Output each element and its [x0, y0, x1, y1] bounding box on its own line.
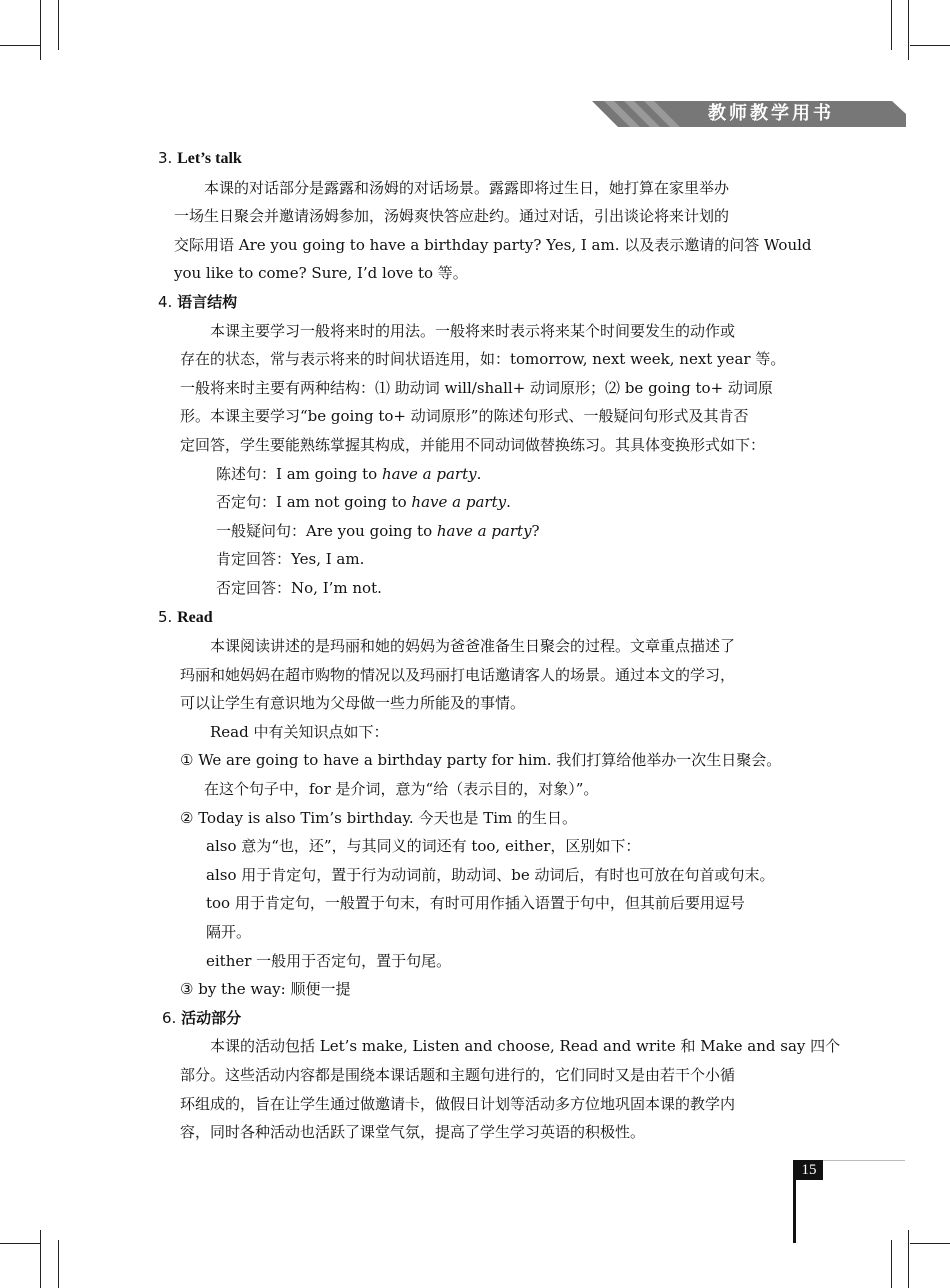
crop-mark-tr-v2: [908, 0, 909, 60]
crop-mark-br-v: [891, 1240, 892, 1288]
crop-mark-tr-v: [891, 0, 892, 50]
example-text: I am going to: [276, 464, 382, 483]
section-title: 语言结构: [177, 292, 238, 311]
crop-mark-tl-v: [58, 0, 59, 50]
crop-mark-br-v2: [908, 1230, 909, 1288]
section-number: 3.: [158, 149, 173, 167]
section-heading-5: [158, 603, 808, 633]
section-6-paragraph: [158, 1032, 841, 1146]
crop-mark-tl-h: [0, 45, 40, 46]
text-line: 容，同时各种活动也活跃了课堂气氛，提高了学生学习英语的积极性。: [180, 1123, 646, 1142]
section-heading-4: [158, 288, 808, 317]
text-line: 存在的状态，常与表示将来的时间状语连用，如：tomorrow, next week, next year 等。: [180, 350, 786, 369]
crop-mark-bl-v: [58, 1240, 59, 1288]
header-title: 教师教学用书: [708, 103, 834, 124]
example-label: 一般疑问句：: [216, 521, 307, 540]
text-line: 本课的对话部分是露露和汤姆的对话场景。露露即将过生日，她打算在家里举办: [204, 178, 730, 197]
knowledge-note: also 用于肯定句，置于行为动词前，助动词、be 动词后，有时也可放在句首或句末。: [206, 865, 775, 884]
section-number: 4.: [158, 292, 173, 311]
text-line: 交际用语 Are you going to have a birthday party? Yes, I am. 以及表示邀请的问答 Would: [174, 235, 812, 254]
crop-mark-bl-h: [0, 1243, 40, 1244]
crop-mark-tr-h: [910, 45, 950, 46]
text-line: 本课主要学习一般将来时的用法。一般将来时表示将来某个时间要发生的动作或: [210, 321, 736, 340]
text-line: 本课的活动包括 Let’s make, Listen and choose, Read and write 和 Make and say 四个: [210, 1037, 841, 1056]
text-line: 一般将来时主要有两种结构：⑴ 助动词 will/shall+ 动词原形；⑵ be going to+ 动词原: [180, 378, 773, 397]
knowledge-notes: [158, 832, 808, 975]
knowledge-point-2: ② Today is also Tim’s birthday. 今天也是 Tim 的生日。: [180, 808, 578, 827]
text-line: 定回答，学生要能熟练掌握其构成，并能用不同动词做替换练习。其具体变换形式如下：: [180, 435, 766, 454]
knowledge-note: 隔开。: [206, 923, 252, 942]
text-line: Read 中有关知识点如下：: [210, 722, 389, 741]
page-body: [158, 144, 841, 1147]
example-end: .: [476, 464, 482, 483]
crop-mark-bl-v2: [40, 1230, 41, 1288]
knowledge-point-1: ① We are going to have a birthday party for him. 我们打算给他举办一次生日聚会。: [180, 751, 782, 770]
text-line: 玛丽和她妈妈在超市购物的情况以及玛丽打电话邀请客人的场景。通过本文的学习，: [180, 665, 736, 684]
knowledge-note: either 一般用于否定句，置于句尾。: [206, 951, 452, 970]
section-3-paragraph: [158, 174, 812, 288]
section-heading-3: [158, 144, 808, 174]
section-5-paragraph: [158, 632, 808, 746]
example-label: 肯定回答：: [216, 550, 292, 569]
example-label: 否定句：: [216, 493, 277, 512]
example-item: [216, 488, 808, 517]
section-heading-6: [158, 1004, 808, 1033]
example-text: No, I’m not.: [291, 578, 382, 597]
example-text: Yes, I am.: [291, 550, 365, 569]
example-label: 陈述句：: [216, 464, 277, 483]
section-number: 5.: [158, 607, 173, 626]
knowledge-note: too 用于肯定句，一般置于句末，有时可用作插入语置于句中，但其前后要用逗号: [206, 894, 745, 913]
example-item: [216, 574, 808, 603]
section-title: Read: [177, 608, 213, 626]
example-italic: have a party: [411, 493, 507, 512]
section-4-paragraph: [158, 317, 808, 460]
text-line: 部分。这些活动内容都是围绕本课话题和主题句进行的，它们同时又是由若干个小循: [180, 1066, 736, 1084]
example-italic: have a party: [436, 521, 532, 540]
example-item: [216, 545, 808, 574]
crop-mark-tl-v2: [40, 0, 41, 60]
text-line: you like to come? Sure, I’d love to 等。: [174, 264, 468, 283]
knowledge-note: also 意为“也，还”，与其同义的词还有 too, either，区别如下：: [206, 837, 641, 856]
text-line: 环组成的，旨在让学生通过做邀请卡，做假日计划等活动多方位地巩固本课的教学内: [180, 1094, 736, 1113]
text-line: 一场生日聚会并邀请汤姆参加，汤姆爽快答应赴约。通过对话，引出谈论将来计划的: [174, 207, 730, 226]
example-end: .: [506, 493, 511, 512]
knowledge-note: 在这个句子中，for 是介词，意为“给（表示目的，对象）”。: [204, 780, 599, 799]
example-italic: have a party: [381, 464, 477, 483]
example-item: [216, 460, 808, 489]
example-label: 否定回答：: [216, 578, 292, 597]
example-list: [158, 460, 808, 603]
example-text: Are you going to: [306, 521, 437, 540]
knowledge-point-3: ③ by the way: 顺便一提: [180, 980, 351, 999]
example-text: I am not going to: [276, 493, 412, 512]
crop-mark-br-h: [910, 1243, 950, 1244]
text-line: 可以让学生有意识地为父母做一些力所能及的事情。: [180, 694, 526, 713]
page-number: 15: [795, 1160, 823, 1180]
section-number: 6.: [162, 1008, 177, 1027]
section-title: Let’s talk: [177, 150, 242, 167]
text-line: 本课阅读讲述的是玛丽和她的妈妈为爸爸准备生日聚会的过程。文章重点描述了: [210, 637, 736, 656]
section-title: 活动部分: [181, 1008, 242, 1027]
example-item: [216, 517, 808, 546]
text-line: 形。本课主要学习“be going to+ 动词原形”的陈述句形式、一般疑问句形式及其肯否: [180, 407, 749, 426]
example-end: ?: [531, 521, 540, 540]
